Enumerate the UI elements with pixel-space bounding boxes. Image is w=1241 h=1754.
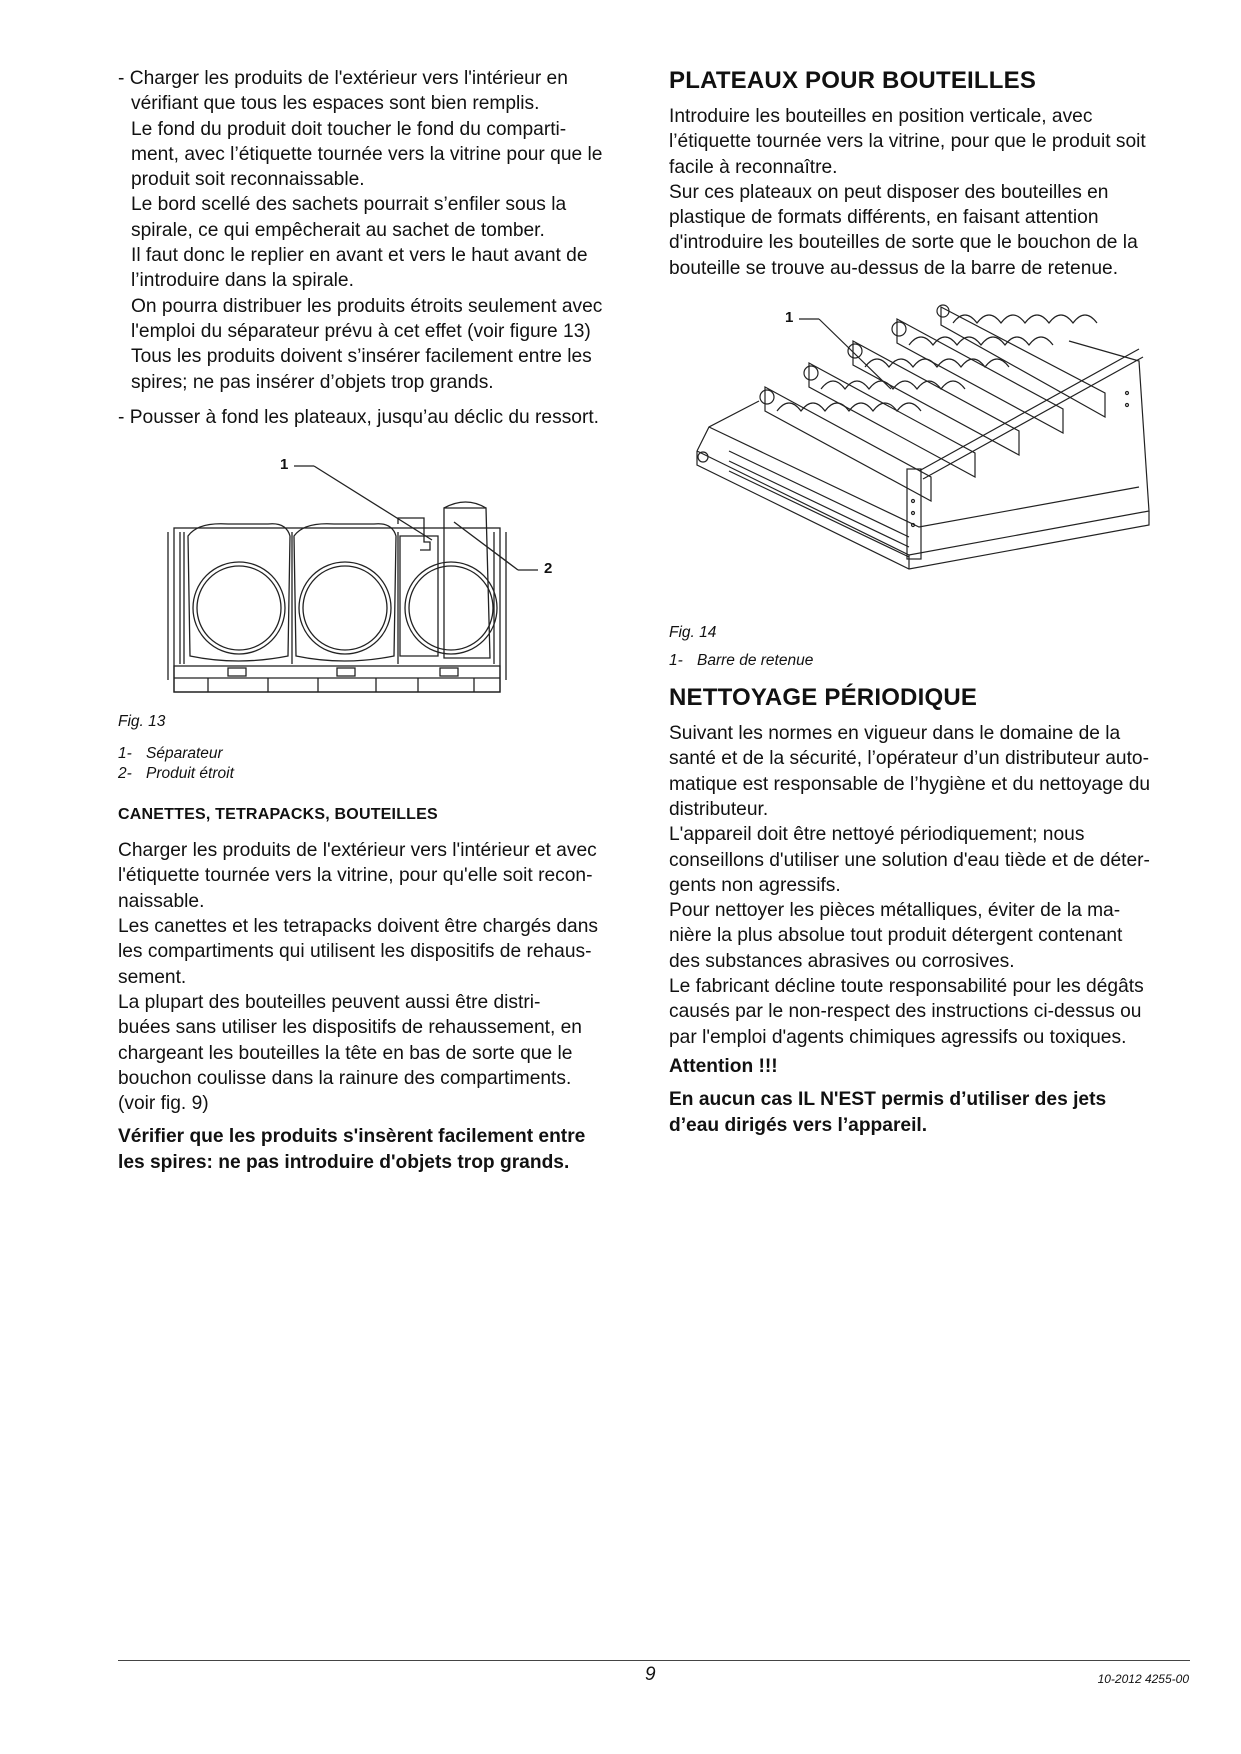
text-line: On pourra distribuer les produits étroits seulement avec — [131, 295, 603, 317]
footer-divider — [118, 1660, 1190, 1661]
attention-label: Attention !!! — [669, 1055, 778, 1077]
text-line: plastique de formats différents, en faisant attention — [669, 207, 1099, 229]
text-line: les spires: ne pas introduire d'objets trop grands. — [118, 1151, 570, 1173]
text-line: En aucun cas IL N'EST permis d’utiliser des jets — [669, 1089, 1107, 1111]
push-trays-bullet: - Pousser à fond les plateaux, jusqu’au déclic du ressort. — [118, 406, 600, 428]
legend-item — [118, 764, 638, 784]
legend-item — [669, 651, 1189, 671]
page-number: 9 — [645, 1664, 656, 1685]
section-heading-canettes: CANETTES, TETRAPACKS, BOUTEILLES — [118, 806, 438, 824]
text-line: vérifiant que tous les espaces sont bien remplis. — [131, 93, 540, 115]
loading-instructions-bullet — [118, 66, 638, 395]
document-reference: 10-2012 4255-00 — [1097, 1672, 1189, 1686]
text-line: par l'emploi d'agents chimiques agressifs ou toxiques. — [669, 1026, 1127, 1048]
text-line: Introduire les bouteilles en position verticale, avec — [669, 106, 1093, 127]
text-line: Le fabricant décline toute responsabilité pour les dégâts — [669, 976, 1144, 998]
bottle-tray-drawing — [669, 301, 1189, 623]
text-line: Suivant les normes en vigueur dans le domaine de la — [669, 723, 1121, 745]
figure-14-callout-1: 1 — [785, 309, 794, 327]
canettes-warning — [118, 1124, 638, 1175]
text-line: L'appareil doit être nettoyé périodiquement; nous — [669, 824, 1085, 846]
canettes-paragraph — [118, 838, 638, 1116]
text-line: produit soit reconnaissable. — [131, 169, 365, 191]
text-line: d’eau dirigés vers l’appareil. — [669, 1114, 928, 1136]
text-line: chargeant les bouteilles la tête en bas de sorte que le — [118, 1042, 573, 1064]
text-line: l'emploi du séparateur prévu à cet effet (voir figure 13) — [131, 320, 591, 342]
legend-text: Barre de retenue — [697, 652, 814, 670]
legend-number: 1- — [669, 652, 683, 670]
text-line: conseillons d'utiliser une solution d'eau tiède et de déter- — [669, 849, 1150, 871]
legend-item — [118, 744, 638, 764]
text-line: l’introduire dans la spirale. — [131, 270, 354, 292]
section-heading-nettoyage: NETTOYAGE PÉRIODIQUE — [669, 684, 978, 712]
text-line: l’étiquette tournée vers la vitrine, pour que le produit soit — [669, 131, 1146, 153]
text-line: Le fond du produit doit toucher le fond du comparti- — [131, 118, 567, 140]
text-line: buées sans utiliser les dispositifs de rehaussement, en — [118, 1017, 582, 1039]
text-line: naissable. — [118, 890, 205, 912]
text-line: La plupart des bouteilles peuvent aussi être distri- — [118, 991, 541, 1013]
text-line: Pour nettoyer les pièces métalliques, éviter de la ma- — [669, 900, 1121, 922]
text-line: bouchon coulisse dans la rainure des compartiments. — [118, 1067, 572, 1089]
text-line: santé et de la sécurité, l’opérateur d’un distributeur auto- — [669, 748, 1149, 770]
spiral-cross-section-drawing — [118, 452, 638, 712]
legend-text: Séparateur — [146, 745, 223, 763]
text-line: spires; ne pas insérer d’objets trop grands. — [131, 371, 494, 393]
text-line: les compartiments qui utilisent les dispositifs de rehaus- — [118, 941, 592, 963]
text-line: Sur ces plateaux on peut disposer des bouteilles en — [669, 181, 1109, 203]
figure-14 — [669, 301, 1189, 623]
text-line: Tous les produits doivent s’insérer facilement entre les — [131, 346, 592, 368]
text-line: (voir fig. 9) — [118, 1093, 209, 1115]
figure-13-callout-1: 1 — [280, 456, 289, 474]
text-line: causés par le non-respect des instructions ci-dessus ou — [669, 1001, 1142, 1023]
text-line: gents non agressifs. — [669, 874, 841, 896]
plateaux-paragraph — [669, 104, 1189, 281]
text-line: matique est responsable de l’hygiène et du nettoyage du — [669, 773, 1151, 795]
text-line: Vérifier que les produits s'insèrent facilement entre — [118, 1126, 586, 1148]
water-jet-warning — [669, 1087, 1189, 1138]
legend-number: 2- — [118, 765, 132, 783]
figure-13-legend — [118, 744, 638, 784]
figure-13-callout-2: 2 — [544, 560, 553, 578]
text-line: Il faut donc le replier en avant et vers le haut avant de — [131, 245, 588, 267]
legend-number: 1- — [118, 745, 132, 763]
right-column — [669, 66, 1189, 1138]
figure-14-caption: Fig. 14 — [669, 624, 717, 642]
text-line: distributeur. — [669, 798, 769, 820]
left-column — [118, 66, 638, 1175]
text-line: ment, avec l’étiquette tournée vers la vitrine pour que le — [131, 143, 603, 165]
text-line: Les canettes et les tetrapacks doivent être chargés dans — [118, 916, 598, 938]
section-heading-plateaux: PLATEAUX POUR BOUTEILLES — [669, 67, 1037, 94]
figure-14-legend — [669, 651, 1189, 671]
text-line: spirale, ce qui empêcherait au sachet de tomber. — [131, 219, 545, 241]
text-line: - Charger les produits de l'extérieur vers l'intérieur en — [118, 68, 568, 89]
text-line: nière la plus absolue tout produit détergent contenant — [669, 925, 1123, 947]
figure-13-caption: Fig. 13 — [118, 713, 166, 731]
text-line: Le bord scellé des sachets pourrait s’enfiler sous la — [131, 194, 567, 216]
text-line: Charger les produits de l'extérieur vers l'intérieur et avec — [118, 840, 597, 862]
text-line: d'introduire les bouteilles de sorte que le bouchon de la — [669, 232, 1138, 254]
text-line: facile à reconnaître. — [669, 156, 838, 178]
text-line: sement. — [118, 966, 187, 988]
text-line: bouteille se trouve au-dessus de la barre de retenue. — [669, 257, 1119, 279]
nettoyage-paragraph — [669, 721, 1189, 1050]
figure-13 — [118, 452, 638, 712]
text-line: l'étiquette tournée vers la vitrine, pour qu'elle soit recon- — [118, 865, 593, 887]
text-line: des substances abrasives ou corrosives. — [669, 950, 1015, 972]
legend-text: Produit étroit — [146, 765, 234, 783]
